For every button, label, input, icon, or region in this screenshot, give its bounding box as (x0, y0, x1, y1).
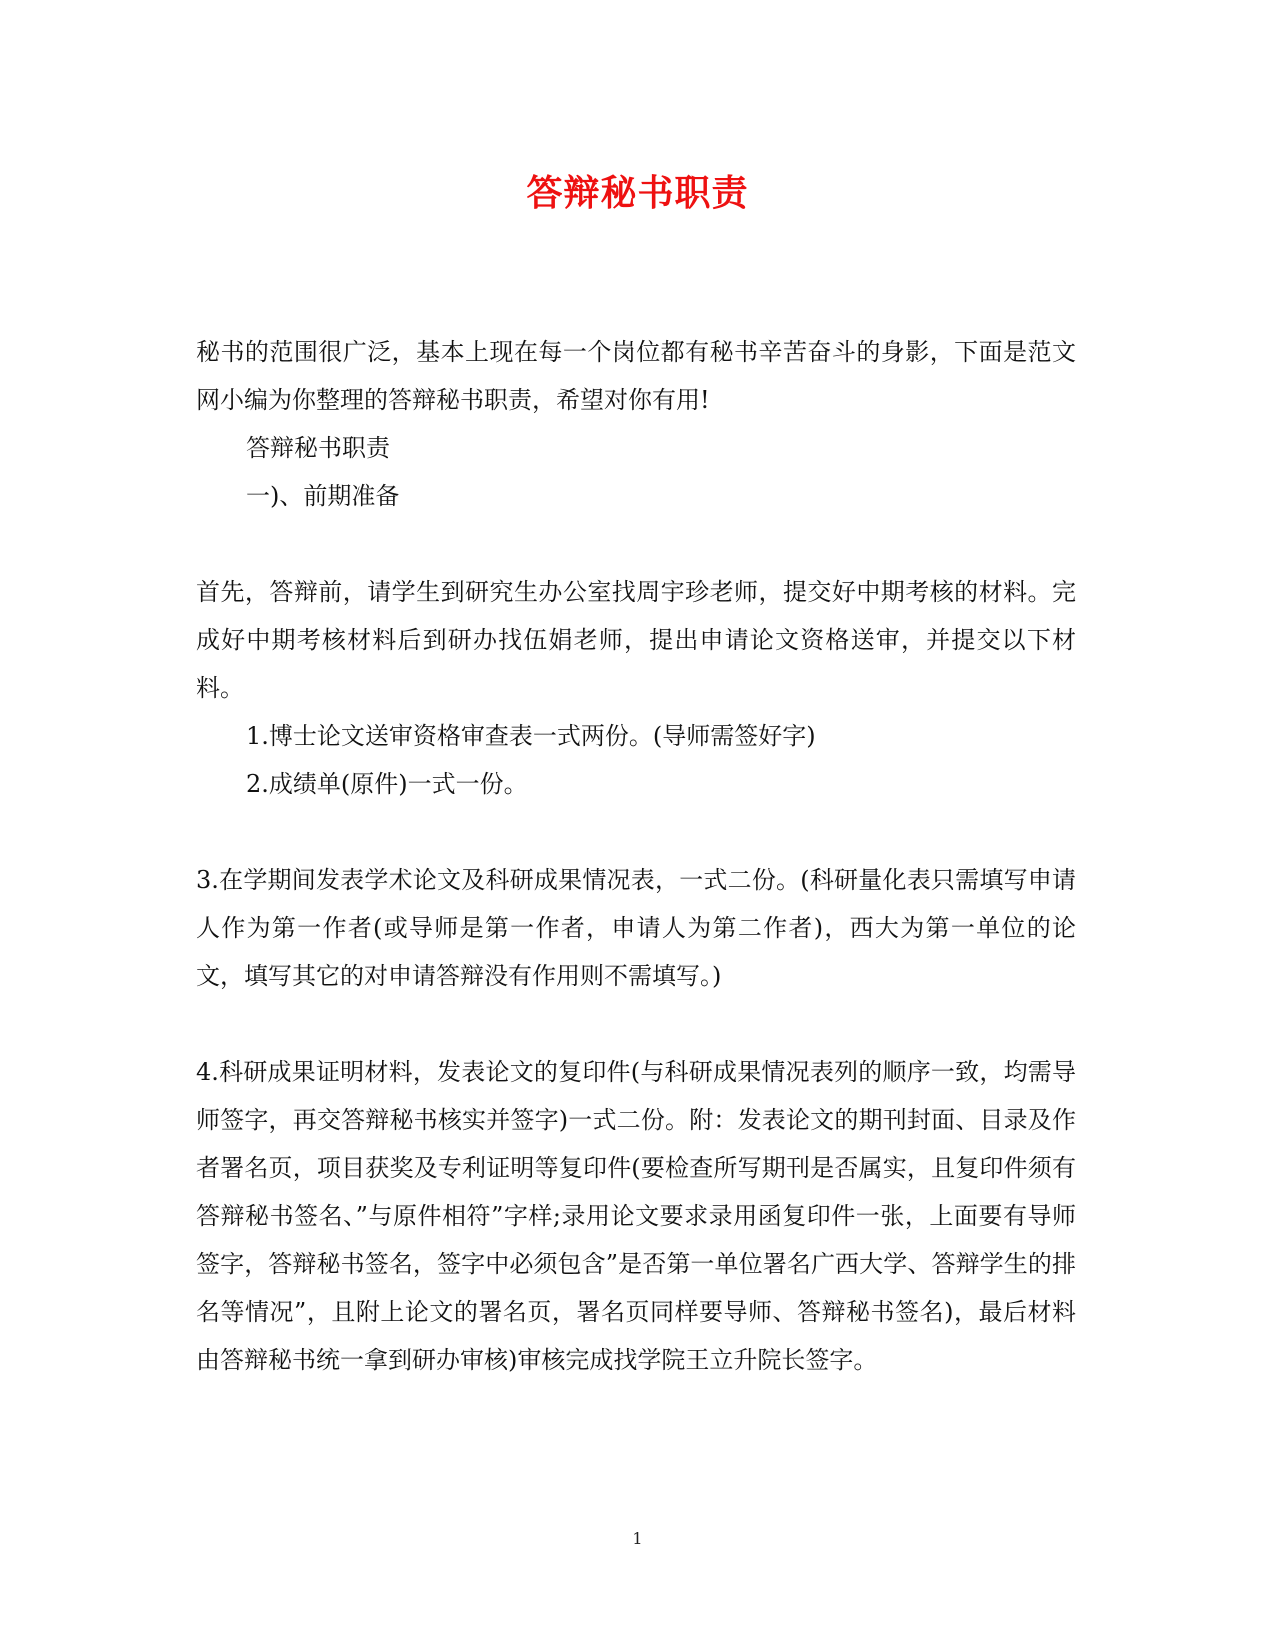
list-item-4: 4.科研成果证明材料，发表论文的复印件(与科研成果情况表列的顺序一致，均需导师签字，再交答辩秘书核实并签字)一式二份。附：发表论文的期刊封面、目录及作者署名页，项目获奖及专利证明等复印件(要检查所写期刊是否属实，且复印件须有答辩秘书签名、”与原件相符”字样;录用论文要求录用函复印件一张，上面要有导师签字，答辩秘书签名，签字中必须包含”是否第一单位署名广西大学、答辩学生的排名等情况”，且附上论文的署名页，署名页同样要导师、答辩秘书签名)，最后材料由答辩秘书统一拿到研办审核)审核完成找学院王立升院长签字。 (196, 1058, 1076, 1374)
subsection-heading: 一)、前期准备 (246, 482, 400, 510)
section-heading: 答辩秘书职责 (246, 434, 390, 462)
intro-paragraph: 秘书的范围很广泛，基本上现在每一个岗位都有秘书辛苦奋斗的身影，下面是范文网小编为你整理的答辩秘书职责，希望对你有用! (196, 338, 1076, 414)
list-item-2: 2.成绩单(原件)一式一份。 (246, 770, 528, 798)
document-body (196, 328, 1076, 1384)
list-item-3: 3.在学期间发表学术论文及科研成果情况表，一式二份。(科研量化表只需填写申请人作为第一作者(或导师是第一作者，申请人为第二作者)，西大为第一单位的论文，填写其它的对申请答辩没有作用则不需填写。) (196, 866, 1076, 990)
document-title: 答辩秘书职责 (526, 172, 749, 214)
list-item-1: 1.博士论文送审资格审查表一式两份。(导师需签好字) (246, 722, 816, 750)
page-number: 1 (632, 1529, 643, 1548)
preparation-paragraph: 首先，答辩前，请学生到研究生办公室找周宇珍老师，提交好中期考核的材料。完成好中期考核材料后到研办找伍娟老师，提出申请论文资格送审，并提交以下材料。 (196, 578, 1076, 702)
